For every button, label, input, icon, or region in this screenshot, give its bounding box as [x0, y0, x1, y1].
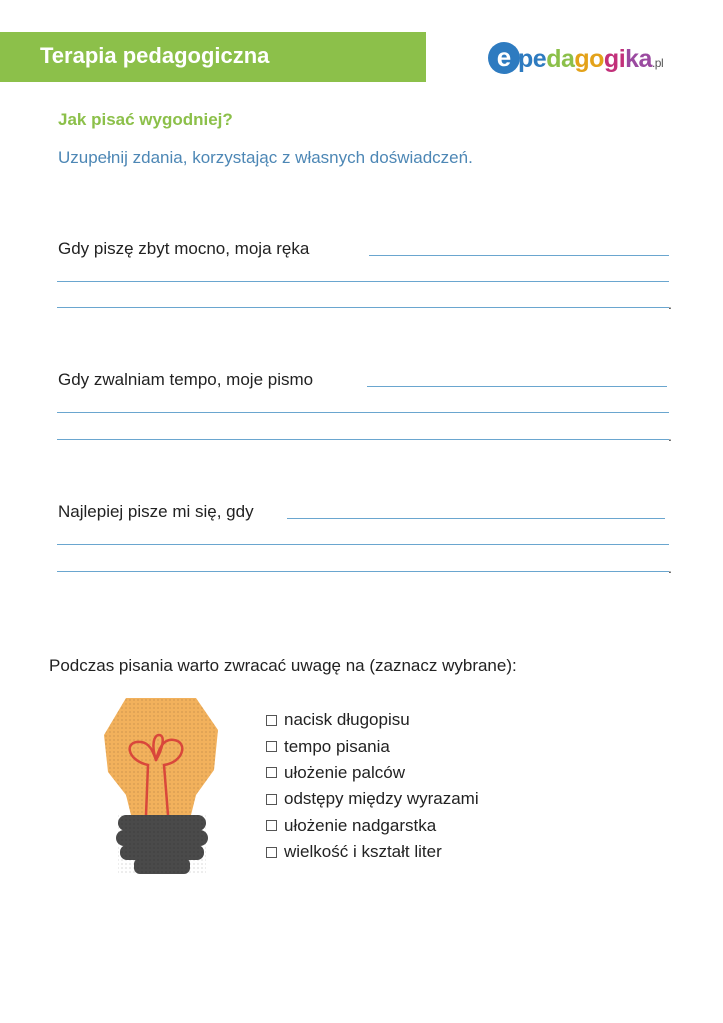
exercise-title: Jak pisać wygodniej?: [58, 110, 233, 129]
exercise-instruction: Uzupełnij zdania, korzystając z własnych doświadczeń.: [58, 148, 473, 167]
checklist-item-label: nacisk długopisu: [284, 710, 410, 730]
checklist-item-label: ułożenie palców: [284, 762, 405, 782]
checklist-item[interactable]: [266, 786, 479, 812]
checklist-item[interactable]: [266, 813, 479, 839]
logo-segment: pe: [518, 45, 547, 73]
checklist-item-label: odstępy między wyrazami: [284, 789, 479, 809]
checkbox[interactable]: [266, 820, 277, 831]
answer-line[interactable]: [57, 281, 669, 282]
logo-segment: go: [574, 45, 604, 73]
sentence-prompt-1: Gdy piszę zbyt mocno, moja ręka: [58, 239, 310, 258]
logo-segment: ka: [625, 45, 652, 73]
logo-segment: da: [546, 45, 575, 73]
checklist-item[interactable]: [266, 733, 479, 759]
answer-line[interactable]: [57, 307, 669, 308]
sentence-prompt-2: Gdy zwalniam tempo, moje pismo: [58, 370, 314, 389]
checklist-item[interactable]: [266, 707, 479, 733]
checklist-item[interactable]: [266, 839, 479, 865]
epedagogika-logo: [488, 42, 678, 78]
logo-tld: .pl: [651, 56, 664, 70]
checkbox[interactable]: [266, 741, 277, 752]
checkbox[interactable]: [266, 794, 277, 805]
checklist-item-label: wielkość i kształt liter: [284, 842, 442, 862]
sentence-period: .: [668, 428, 672, 444]
checkbox[interactable]: [266, 767, 277, 778]
sentence-prompt-3: Najlepiej pisze mi się, gdy: [58, 502, 254, 521]
header-banner: [0, 32, 426, 82]
answer-line[interactable]: [287, 518, 665, 519]
checkbox[interactable]: [266, 847, 277, 858]
checklist-heading: Podczas pisania warto zwracać uwagę na (zaznacz wybrane):: [49, 656, 517, 675]
sentence-period: .: [668, 560, 672, 576]
page-title: Terapia pedagogiczna: [40, 43, 270, 68]
answer-line[interactable]: [57, 571, 669, 572]
answer-line[interactable]: [369, 255, 669, 256]
logo-segment: gi: [603, 45, 626, 73]
answer-line[interactable]: [57, 412, 669, 413]
checklist-item-label: ułożenie nadgarstka: [284, 815, 437, 835]
answer-line[interactable]: [57, 544, 669, 545]
checklist-item-label: tempo pisania: [284, 736, 390, 756]
answer-line[interactable]: [57, 439, 669, 440]
sentence-period: .: [668, 296, 672, 312]
answer-line[interactable]: [367, 386, 667, 387]
checklist-item[interactable]: [266, 760, 479, 786]
checklist: [266, 707, 479, 865]
logo-letter: e: [488, 42, 520, 74]
logo-wordmark: [518, 44, 663, 78]
checkbox[interactable]: [266, 715, 277, 726]
lightbulb-icon: [96, 690, 226, 880]
